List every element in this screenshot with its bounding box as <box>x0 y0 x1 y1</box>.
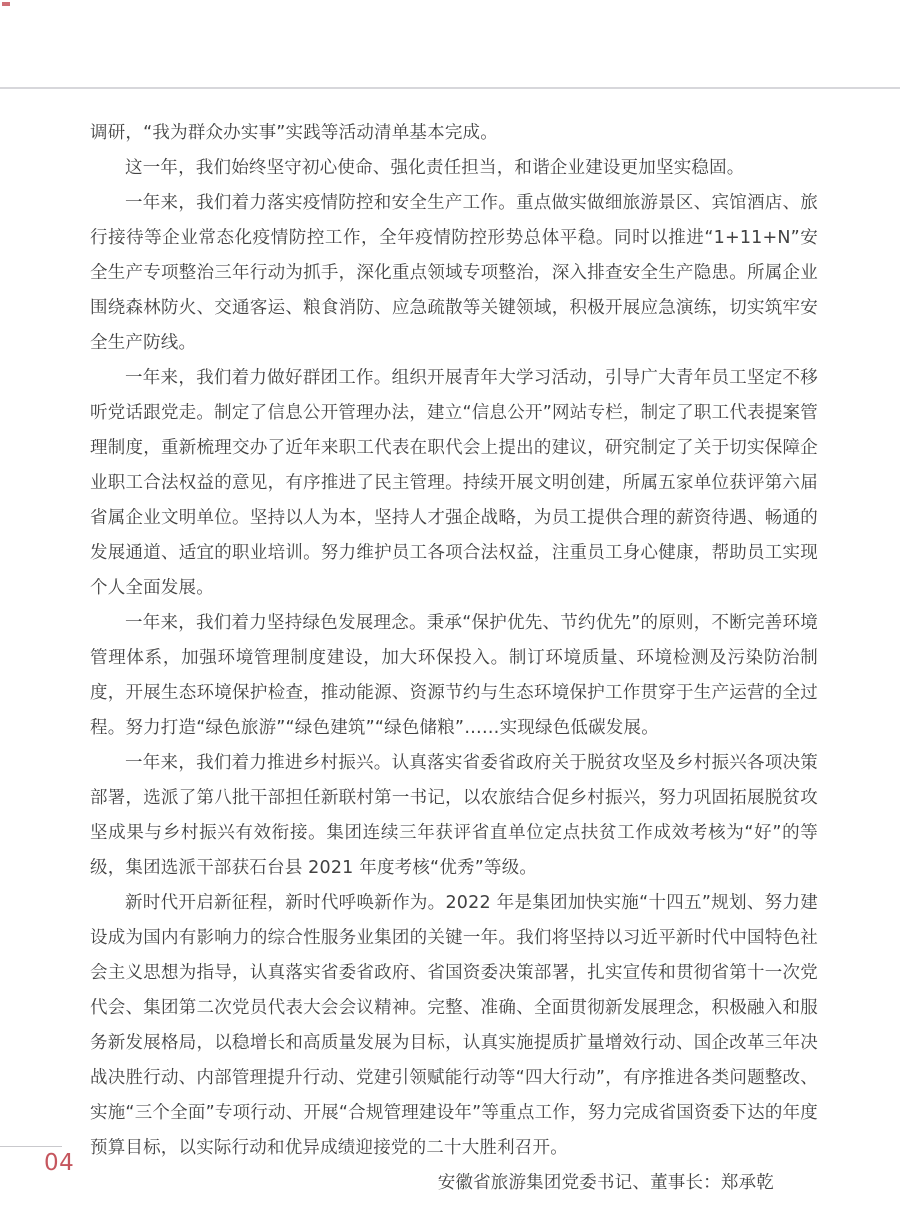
body-paragraph: 调研，“我为群众办实事”实践等活动清单基本完成。 <box>90 123 498 143</box>
signature-line: 安徽省旅游集团党委书记、董事长：郑承乾 <box>437 1173 774 1193</box>
corner-accent-mark <box>2 2 10 6</box>
body-paragraph: 一年来，我们着力推进乡村振兴。认真落实省委省政府关于脱贫攻坚及乡村振兴各项决策部署，选派了第八批干部担任新联村第一书记，以农旅结合促乡村振兴，努力巩固拓展脱贫攻坚成果与乡村振兴有效衔接。集团连续三年获评省直单位定点扶贫工作成效考核为“好”的等级，集团选派干部获石台县 2021 年度考核“优秀”等级。 <box>90 753 818 878</box>
header-rule <box>0 87 900 89</box>
body-paragraph: 一年来，我们着力坚持绿色发展理念。秉承“保护优先、节约优先”的原则，不断完善环境管理体系，加强环境管理制度建设，加大环保投入。制订环境质量、环境检测及污染防治制度，开展生态环境保护检查，推动能源、资源节约与生态环境保护工作贯穿于生产运营的全过程。努力打造“绿色旅游”“绿色建筑”“绿色储粮”……实现绿色低碳发展。 <box>90 613 818 738</box>
body-paragraph: 新时代开启新征程，新时代呼唤新作为。2022 年是集团加快实施“十四五”规划、努力建设成为国内有影响力的综合性服务业集团的关键一年。我们将坚持以习近平新时代中国特色社会主义思想为指导，认真落实省委省政府、省国资委决策部署，扎实宣传和贯彻省第十一次党代会、集团第二次党员代表大会会议精神。完整、准确、全面贯彻新发展理念，积极融入和服务新发展格局，以稳增长和高质量发展为目标，认真实施提质扩量增效行动、国企改革三年决战决胜行动、内部管理提升行动、党建引领赋能行动等“四大行动”，有序推进各类问题整改、实施“三个全面”专项行动、开展“合规管理建设年”等重点工作，努力完成省国资委下达的年度预算目标，以实际行动和优异成绩迎接党的二十大胜利召开。 <box>90 893 818 1158</box>
page-number: 04 <box>44 1150 75 1176</box>
body-paragraph: 一年来，我们着力落实疫情防控和安全生产工作。重点做实做细旅游景区、宾馆酒店、旅行接待等企业常态化疫情防控工作，全年疫情防控形势总体平稳。同时以推进“1+11+N”安全生产专项整治三年行动为抓手，深化重点领域专项整治，深入排查安全生产隐患。所属企业围绕森林防火、交通客运、粮食消防、应急疏散等关键领域，积极开展应急演练，切实筑牢安全生产防线。 <box>90 193 818 353</box>
body-paragraph: 这一年，我们始终坚守初心使命、强化责任担当，和谐企业建设更加坚实稳固。 <box>125 158 745 178</box>
body-text <box>90 116 818 1201</box>
body-paragraph: 一年来，我们着力做好群团工作。组织开展青年大学习活动，引导广大青年员工坚定不移听党话跟党走。制定了信息公开管理办法，建立“信息公开”网站专栏，制定了职工代表提案管理制度，重新梳理交办了近年来职工代表在职代会上提出的建议，研究制定了关于切实保障企业职工合法权益的意见，有序推进了民主管理。持续开展文明创建，所属五家单位获评第六届省属企业文明单位。坚持以人为本，坚持人才强企战略，为员工提供合理的薪资待遇、畅通的发展通道、适宜的职业培训。努力维护员工各项合法权益，注重员工身心健康，帮助员工实现个人全面发展。 <box>90 368 818 598</box>
footer-rule <box>0 1146 62 1147</box>
